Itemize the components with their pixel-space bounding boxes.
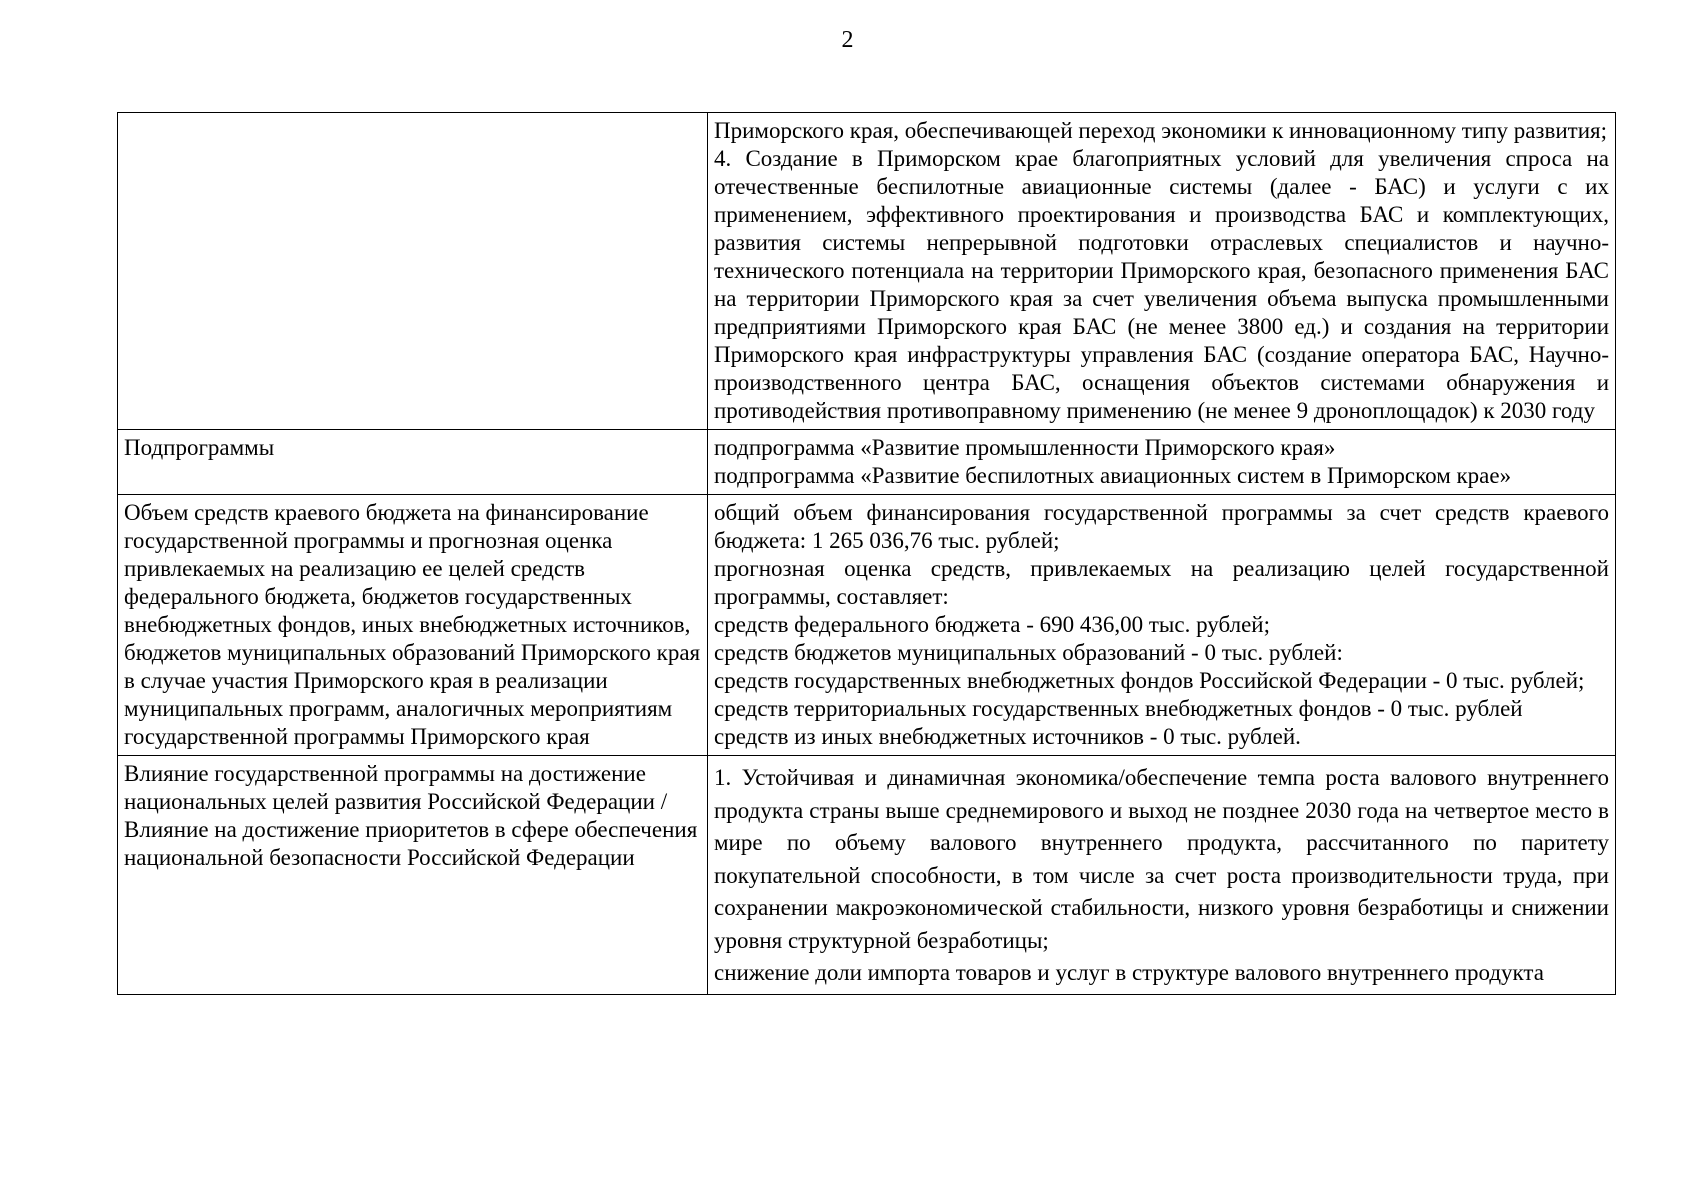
program-passport-table <box>117 112 1616 995</box>
table-row-subprograms <box>118 430 1616 495</box>
subprogram-industry: подпрограмма «Развитие промышленности Приморского края» <box>714 435 1336 460</box>
row-value-subprograms <box>708 430 1616 495</box>
row-label-funding: Объем средств краевого бюджета на финансирование государственной программы и прогнозная оценка привлекаемых на реализацию ее целей средств федерального бюджета, бюджетов государственных внебюджетных фондов, иных внебюджетных источников, бюджетов муниципальных образований Приморского края в случае участия Приморского края в реализации муниципальных программ, аналогичных мероприятиям государственной программы Приморского края <box>118 495 708 756</box>
import-share-reduction: снижение доли импорта товаров и услуг в структуре валового внутреннего продукта <box>714 960 1544 985</box>
funding-regional-total: общий объем финансирования государственной программы за счет средств краевого бюджета: 1 265 036,76 тыс. рублей; <box>714 500 1609 553</box>
funding-other-sources: средств из иных внебюджетных источников - 0 тыс. рублей. <box>714 724 1301 749</box>
funding-state-extrabudgetary: средств государственных внебюджетных фондов Российской Федерации - 0 тыс. рублей; <box>714 668 1585 693</box>
funding-federal: средств федерального бюджета - 690 436,00 тыс. рублей; <box>714 612 1270 637</box>
row-value-goals <box>708 113 1616 430</box>
table-row-national-goals <box>118 756 1616 995</box>
goal-4-text: 4. Создание в Приморском крае благоприятных условий для увеличения спроса на отечественные беспилотные авиационные системы (далее - БАС) и услуги с их применением, эффективного проектирования и производства БАС и комплектующих, развития системы непрерывной подготовки отраслевых специалистов и научно-технического потенциала на территории Приморского края, безопасного применения БАС на территории Приморского края за счет увеличения объема выпуска промышленными предприятиями Приморского края БАС (не менее 3800 ед.) и создания на территории Приморского края инфраструктуры управления БАС (создание оператора БАС, Научно-производственного центра БАС, оснащения объектов системами обнаружения и противодействия противоправному применению (не менее 9 дроноплощадок) к 2030 году <box>714 146 1609 423</box>
row-label-empty <box>118 113 708 430</box>
table-row-goals-continued <box>118 113 1616 430</box>
national-goal-1: 1. Устойчивая и динамичная экономика/обеспечение темпа роста валового внутреннего продукта страны выше среднемирового и выход не позднее 2030 года на четвертое место в мире по объему валового внутреннего продукта, рассчитанного по паритету покупательной способности, в том числе за счет роста производительности труда, при сохранении макроэкономической стабильности, низкого уровня безработицы и снижении уровня структурной безработицы; <box>714 765 1609 953</box>
funding-forecast-intro: прогнозная оценка средств, привлекаемых на реализацию целей государственной программы, составляет: <box>714 556 1609 609</box>
page-number: 2 <box>841 27 854 53</box>
funding-municipal: средств бюджетов муниципальных образований - 0 тыс. рублей: <box>714 640 1343 665</box>
table-row-funding <box>118 495 1616 756</box>
row-value-funding <box>708 495 1616 756</box>
row-value-national-goals <box>708 756 1616 995</box>
row-label-national-goals: Влияние государственной программы на достижение национальных целей развития Российской Федерации / Влияние на достижение приоритетов в сфере обеспечения национальной безопасности Российской Федерации <box>118 756 708 995</box>
funding-territorial-extrabudgetary: средств территориальных государственных внебюджетных фондов - 0 тыс. рублей <box>714 696 1523 721</box>
goal-3-continuation: Приморского края, обеспечивающей переход экономики к инновационному типу развития; <box>714 118 1608 143</box>
subprogram-uas: подпрограмма «Развитие беспилотных авиационных систем в Приморском крае» <box>714 463 1512 488</box>
row-label-subprograms: Подпрограммы <box>118 430 708 495</box>
